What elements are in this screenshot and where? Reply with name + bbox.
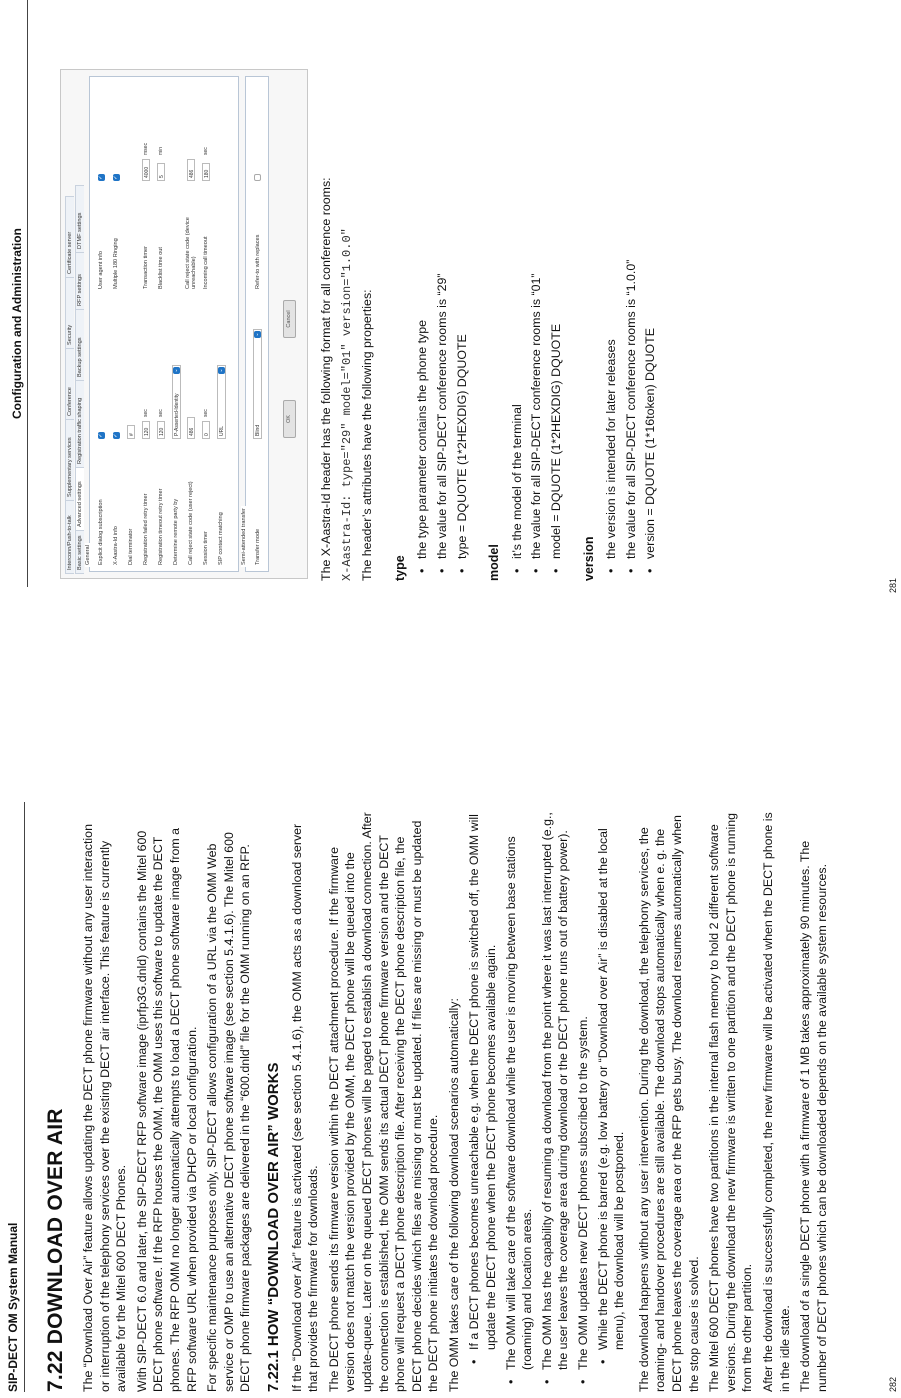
checkbox-multiple-180[interactable]: ✓ [113,175,119,180]
chevron-down-icon: ⌄ [218,368,224,373]
field-label: Incoming call timeout [203,236,209,289]
unit-label: sec [143,409,149,417]
tab-basic-settings[interactable]: Basic settings [75,530,84,574]
paragraph: The Mitel 600 DECT phones have two partitions in the internal flash memory to hold 2 different software versions. During the download the new firmware is written to one partition and the DECT phone is running from the other partition. [707,812,755,1392]
unit-label: msec [143,143,149,155]
field-label: Call reject state code (device unreachable) [185,217,197,289]
list-item: • the value for all SIP-DECT conference rooms is “1.0.0” [623,11,640,581]
paragraph: If the “Download over Air” feature is activated (see section 5.4.1.6), the OMM acts as a download server that provides the firmware for downloads. [289,823,321,1392]
blacklist-timeout-input[interactable]: 5 [157,163,165,181]
paragraph: The “Download Over Air” feature allows updating the DECT phone firmware without any user interaction or interruption of the telephony services over the existing DECT air interface. This feature is currently available for the Mitel 600 DECT Phones. [81,824,129,1392]
field-label: X-Aastra-Id info [113,526,119,565]
tab-rfp-settings[interactable]: RFP settings [75,252,84,310]
paragraph: For specific maintenance purposes only, SIP-DECT allows configuration of a URL via the OMM Web service or OMP to use an alternative DECT phone software image (see section 5.4.1.6). The Mitel 600 DECT phone firmware packages are delivered in the “600.dnld” file for the OMM running on an RFP. [205,832,253,1392]
tab-certificate-server[interactable]: Certificate server [65,196,74,278]
incoming-call-timeout-input[interactable]: 180 [202,163,210,181]
field-label: Registration failed retry timer [143,493,149,565]
ok-button[interactable]: OK [283,400,296,438]
list-item: • the value for all SIP-DECT conference rooms is “29” [434,11,451,581]
checkbox-x-aastra-id[interactable]: ✓ [113,433,119,438]
transaction-timer-input[interactable]: 4000 [142,159,150,181]
reject-code-device-input[interactable]: 486 [187,159,195,181]
chevron-down-icon: ⌄ [173,368,179,373]
tab-row-1 [65,197,74,574]
field-label: Explicit dialog subscription [98,499,104,565]
session-timer-input[interactable]: 0 [202,421,210,439]
page-282 [0,799,901,1398]
contact-matching-select[interactable] [217,365,226,439]
field-label: Session timer [203,531,209,565]
tab-row-2 [75,186,84,574]
paragraph: After the download is successfully completed, the new firmware will be activated when the DECT phone is in the idle state. [760,812,792,1392]
page-header: Configuration and Administration [10,228,24,419]
general-legend: General [85,545,91,565]
list-item: • it’s the model of the terminal [509,11,526,581]
code-line: X-Aastra-Id: type="29" model="01" version="1.0.0" [339,228,354,581]
header-rule [27,0,28,587]
field-label: Transaction timer [143,245,149,289]
remote-party-value: P-Asserted-Identity [174,393,180,436]
general-panel [85,76,239,572]
list-item: • The OMM updates new DECT phones subscribed to the system. [575,810,592,1392]
transfer-mode-select[interactable] [253,329,262,439]
list-item: • The OMM will take care of the software download while the user is moving between base stations (roaming) and location areas. [503,810,536,1392]
tab-dtmf-settings[interactable]: DTMF settings [75,185,84,253]
remote-party-select[interactable] [172,365,181,439]
tab-conference[interactable]: Conference [65,348,74,420]
unit-label: sec [158,409,164,417]
page-number: 282 [888,1376,898,1392]
list-item: • The OMM has the capability of resuming a download from the point where it was last interrupted (e.g., the user leaves the coverage area during download or the DECT phone runs out of battery power). [539,810,572,1392]
term-model: model [487,544,502,581]
paragraph: The download happens without any user intervention. During the download, the telephony services, the roaming- and handover procedures are still available. The download stops automatically when e. g. the DECT phone leaves the coverage area or the RFP gets busy. The download resumes automatically when the stop cause is solved. [636,815,701,1392]
chevron-down-icon: ⌄ [254,332,260,337]
list-item: • model = DQUOTE (1*2HEXDIG) DQUOTE [548,11,565,581]
tab-backup-settings[interactable]: Backup settings [75,309,84,381]
field-label: Registration timeout retry timer [158,488,164,565]
list-item: • If a DECT phones becomes unreachable e.g. when the DECT phone is switched off, the OMM will update the DECT phone when the DECT phone becomes available again. [466,810,499,1392]
paragraph: The OMM takes care of the following download scenarios automatically: [446,998,461,1392]
attrs-text: The header’s attributes have the following properties: [360,289,375,581]
paragraph: With SIP-DECT 6.0 and later, the SIP-DECT RFP software image (iprfp3G.dnld) contains the Mitel 600 DECT phone software. If the RFP houses the OMM, the OMM uses this software to update the DECT phones. The RFP OMM no longer automatically attempts to load a DECT phone software image from a RFP software URL when provided via DHCP or local configuration. [134,827,199,1392]
list-item: • the value for all SIP-DECT conference rooms is “01” [528,11,545,581]
transfer-panel [241,76,269,572]
list-item: • the version is intended for later releases [603,11,620,581]
page-number: 281 [888,577,898,593]
checkbox-user-agent-info[interactable]: ✓ [98,175,104,180]
field-label: User agent info [98,251,104,289]
tab-advanced-settings[interactable]: Advanced settings [75,467,84,531]
tab-registration-traffic[interactable]: Registration traffic shaping [75,380,84,468]
checkbox-explicit-dialog[interactable]: ✓ [98,433,104,438]
subsection-title: 7.22.1 HOW “DOWNLOAD OVER AIR” WORKS [264,1062,282,1392]
list-item: • the type parameter contains the phone type [414,11,431,581]
page-281 [0,0,901,599]
tab-supplementary[interactable]: Supplementary services [65,419,74,501]
tab-security[interactable]: Security [65,277,74,349]
list-item: • version = DQUOTE (1*16token) DQUOTE [642,11,659,581]
settings-dialog [60,69,308,579]
cancel-button[interactable]: Cancel [283,300,296,338]
reject-code-user-input[interactable]: 486 [187,417,195,439]
tab-interconn[interactable]: Interconn/Push-to-talk [65,500,74,574]
field-label: SIP contact matching [218,512,224,565]
reg-timeout-timer-input[interactable]: 120 [157,421,165,439]
term-version: version [581,536,596,581]
paragraph: The DECT phone sends its firmware version within the DECT attachment procedure. If the firmware version does not match the version provided by the OMM, the DECT phone will be queued into the update-queue. Later on the queued DECT phones will be paged to establish a download connection. After the connection is established, the OMM sends its actual DECT phone firmware version and the DECT phone will request a DECT phone description file. After receiving the DECT phone description file, the DECT phone decides which files are missing or must be updated. If files are missing or must be updated the DECT phone initiates the download procedure. [326,812,441,1392]
page-281-body [318,11,662,581]
transfer-mode-value: Blind [255,424,261,436]
unit-label: min [158,146,164,155]
list-item: • type = DQUOTE (1*2HEXDIG) DQUOTE [454,11,471,581]
unit-label: sec [203,147,209,155]
unit-label: sec [203,409,209,417]
page-header: SIP-DECT OM System Manual [6,1222,20,1392]
field-label: Multiple 180 Ringing [113,238,119,289]
reg-failed-timer-input[interactable]: 120 [142,421,150,439]
dial-terminator-input[interactable]: # [127,425,135,439]
field-label: Determine remote party by [173,498,179,565]
intro-text: The X-Aastra-Id header has the following format for all conference rooms: [319,177,333,581]
section-title: 7.22 DOWNLOAD OVER AIR [44,1108,67,1392]
contact-matching-value: URL [219,425,225,436]
header-rule [24,802,25,1392]
checkbox-refer-replaces[interactable] [254,174,261,181]
transfer-legend: Semi-attended transfer [241,508,247,565]
field-label: Call reject state code (user reject) [188,481,194,565]
field-label: Transfer mode [255,528,261,565]
term-type: type [392,555,407,581]
page-282-body [80,810,834,1392]
list-item: • While the DECT phone is barred (e.g. low battery or “Download over Air” is disabled at the local menu), the download will be postponed. [595,810,628,1392]
field-label: Refer-to with replaces [255,234,261,289]
paragraph: The download of a single DECT phone with a firmware of 1 MB takes approximately 90 minutes. The number of DECT phones which can be downloaded depends on the available system resources. [798,840,829,1392]
field-label: Blacklist time out [158,247,164,289]
field-label: Dial terminator [128,528,134,565]
